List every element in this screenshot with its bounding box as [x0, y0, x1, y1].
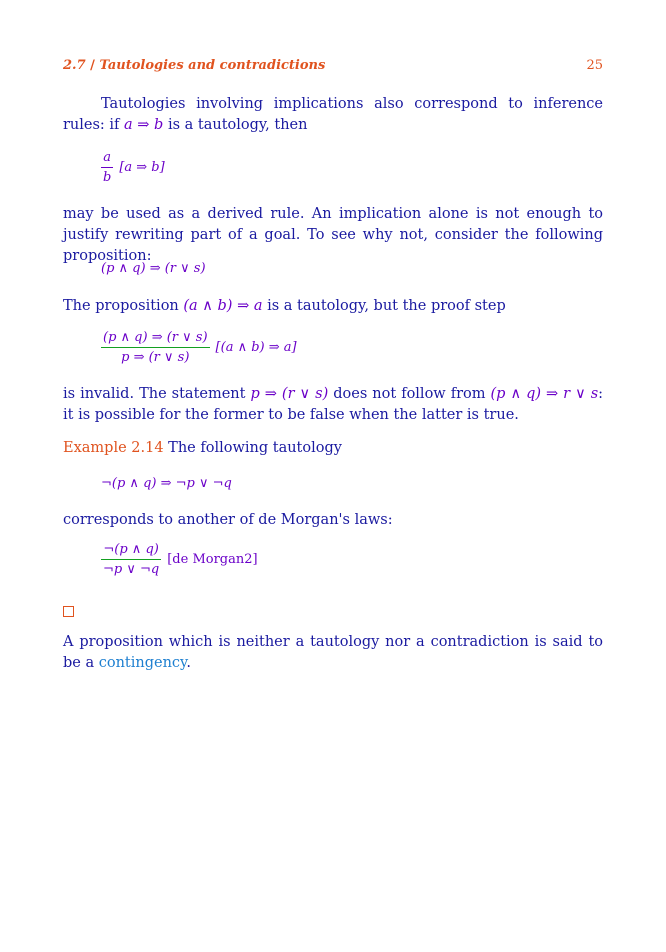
inference-rule-2 [63, 330, 603, 365]
example-heading [63, 438, 603, 459]
paragraph-text: Tautologies involving implications also correspond to inference rules: if [63, 96, 603, 133]
paragraph-text: A proposition which is neither a tautology nor a contradiction is said to be a [63, 634, 603, 671]
paragraph-proposition [63, 296, 603, 317]
paragraph-invalid [63, 384, 603, 426]
rule-label: [a ⇒ b] [119, 160, 165, 175]
rule-numerator: a [103, 150, 112, 165]
math-inline: a ⇒ b [124, 117, 164, 133]
rule-label: [(a ∧ b) ⇒ a] [215, 340, 297, 355]
paragraph-text: : it is possible for the former to be false when the latter is true. [63, 386, 604, 423]
display-formula-2 [63, 476, 603, 491]
running-header [63, 58, 603, 78]
page-number: 25 [586, 58, 603, 73]
paragraph-text: is invalid. The statement [63, 386, 246, 402]
display-formula-1 [63, 261, 603, 276]
rule-fraction [101, 150, 113, 185]
paragraph-text: corresponds to another of de Morgan's laws: [63, 512, 393, 528]
formula: (p ∧ q) ⇒ (r ∨ s) [101, 261, 206, 276]
math-inline: p ⇒ (r ∨ s) [250, 386, 329, 402]
qed-marker [63, 602, 603, 621]
defined-term: contingency [98, 655, 187, 671]
paragraph-contingency [63, 632, 603, 674]
header-separator: / [90, 58, 95, 73]
paragraph-inference [63, 94, 603, 136]
rule-denominator: p ⇒ (r ∨ s) [101, 347, 210, 365]
paragraph-text: is a tautology, then [167, 117, 308, 133]
formula: ¬(p ∧ q) ⇒ ¬p ∨ ¬q [101, 476, 232, 491]
page-content [63, 58, 604, 671]
example-label: Example 2.14 [63, 440, 164, 456]
rule-denominator: b [101, 167, 113, 185]
qed-square-icon [63, 606, 74, 617]
rule-fraction [101, 542, 161, 577]
inference-rule-1 [63, 150, 603, 185]
section-title: Tautologies and contradictions [99, 58, 326, 73]
rule-fraction [101, 330, 210, 365]
paragraph-text: may be used as a derived rule. An implication alone is not enough to justify rewriting part of a goal. To see why not, consider the following proposition: [63, 206, 603, 264]
example-text: The following tautology [168, 440, 342, 456]
rule-numerator: ¬(p ∧ q) [103, 542, 159, 557]
paragraph-derived-rule [63, 204, 603, 267]
math-inline: (p ∧ q) ⇒ r ∨ s [490, 386, 599, 402]
paragraph-text: The proposition [63, 298, 179, 314]
paragraph-text: does not follow from [333, 386, 486, 402]
rule-numerator: (p ∧ q) ⇒ (r ∨ s) [103, 330, 208, 345]
rule-denominator: ¬p ∨ ¬q [101, 559, 161, 577]
paragraph-demorgan [63, 510, 603, 531]
section-number: 2.7 [63, 58, 86, 73]
math-inline: (a ∧ b) ⇒ a [183, 298, 263, 314]
paragraph-text: . [186, 655, 191, 671]
rule-label: [de Morgan2] [167, 552, 258, 567]
section-heading [63, 58, 325, 78]
inference-rule-3 [63, 542, 603, 577]
paragraph-text: is a tautology, but the proof step [267, 298, 506, 314]
